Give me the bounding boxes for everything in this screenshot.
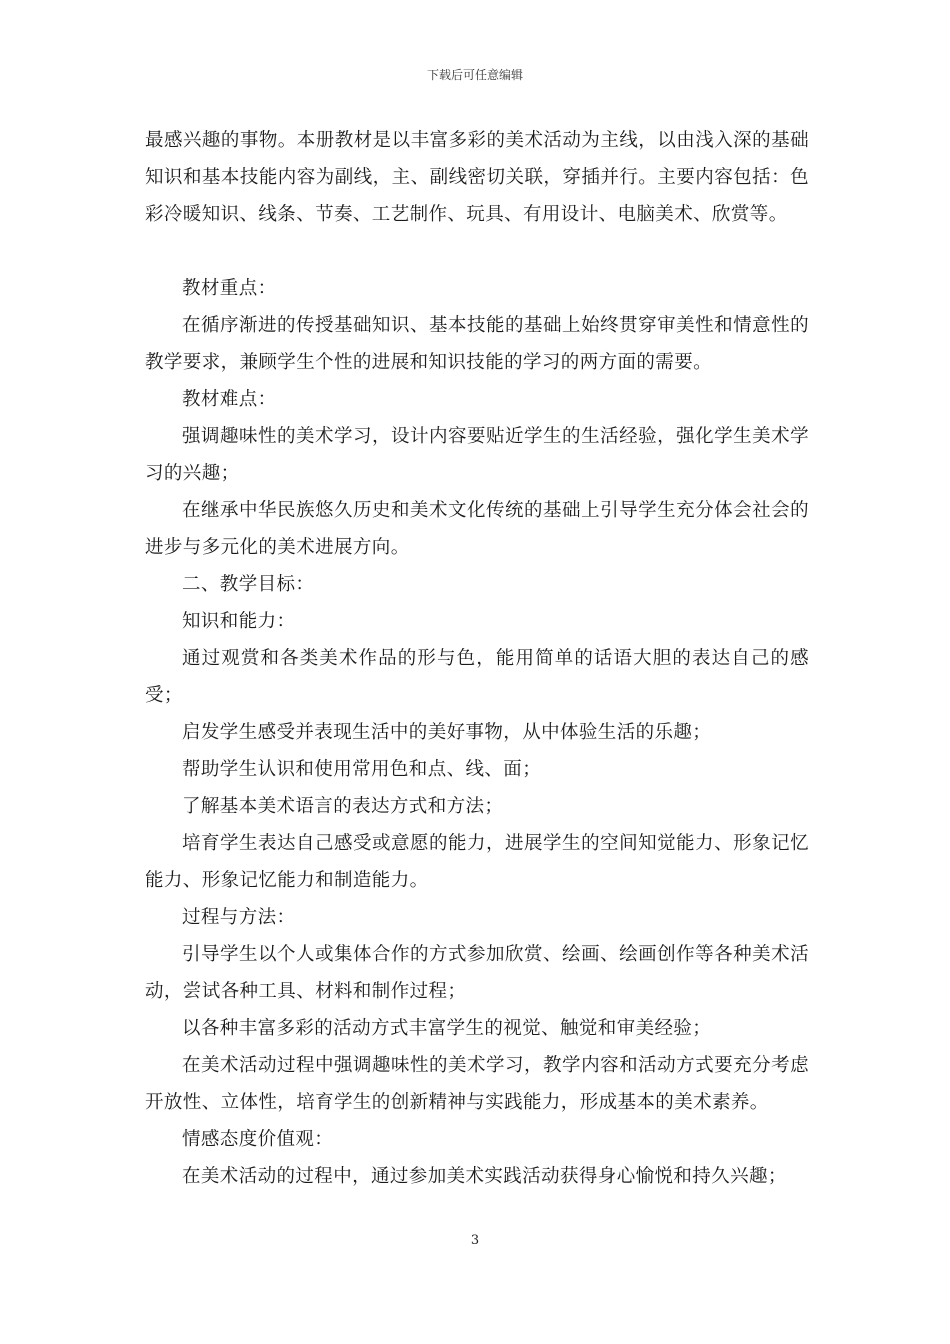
heading-key-points: 教材重点： xyxy=(182,278,277,299)
page-number: 3 xyxy=(470,1233,480,1248)
document-body xyxy=(145,122,809,1195)
paragraph-continuation: 最感兴趣的事物。本册教材是以丰富多彩的美术活动为主线，以由浅入深的基础知识和基本技能内容为副线，主、副线密切关联，穿插并行。主要内容包括：色彩冷暖知识、线条、节奏、工艺制作、玩具、有用设计、电脑美术、欣赏等。 xyxy=(145,130,809,225)
heading-difficulties: 教材难点： xyxy=(182,389,277,410)
heading-teaching-goals: 二、教学目标： xyxy=(182,574,315,595)
paragraph-difficulty-1: 强调趣味性的美术学习，设计内容要贴近学生的生活经验，强化学生美术学习的兴趣； xyxy=(145,426,809,484)
paragraph-process-1: 引导学生以个人或集体合作的方式参加欣赏、绘画、绘画创作等各种美术活动，尝试各种工具、材料和制作过程； xyxy=(145,944,809,1002)
heading-knowledge-ability: 知识和能力： xyxy=(182,611,296,632)
paragraph-emotional-1: 在美术活动的过程中，通过参加美术实践活动获得身心愉悦和持久兴趣； xyxy=(182,1166,787,1187)
paragraph-gap xyxy=(145,233,809,270)
paragraph-knowledge-4: 了解基本美术语言的表达方式和方法； xyxy=(182,796,504,817)
paragraph-knowledge-5: 培育学生表达自己感受或意愿的能力，进展学生的空间知觉能力、形象记忆能力、形象记忆能力和制造能力。 xyxy=(145,833,809,891)
paragraph-knowledge-3: 帮助学生认识和使用常用色和点、线、面； xyxy=(182,759,542,780)
paragraph-knowledge-2: 启发学生感受并表现生活中的美好事物，从中体验生活的乐趣； xyxy=(182,722,712,743)
heading-emotional-values: 情感态度价值观： xyxy=(182,1129,334,1150)
heading-process-method: 过程与方法： xyxy=(182,907,296,928)
paragraph-process-2: 以各种丰富多彩的活动方式丰富学生的视觉、触觉和审美经验； xyxy=(182,1018,712,1039)
paragraph-process-3: 在美术活动过程中强调趣味性的美术学习，教学内容和活动方式要充分考虑开放性、立体性，培育学生的创新精神与实践能力，形成基本的美术素养。 xyxy=(145,1055,809,1113)
page-header: 下载后可任意编辑 xyxy=(426,68,523,82)
paragraph-knowledge-1: 通过观赏和各类美术作品的形与色，能用简单的话语大胆的表达自己的感受； xyxy=(145,648,809,706)
paragraph-key-points: 在循序渐进的传授基础知识、基本技能的基础上始终贯穿审美性和情意性的教学要求，兼顾学生个性的进展和知识技能的学习的两方面的需要。 xyxy=(145,315,809,373)
paragraph-difficulty-2: 在继承中华民族悠久历史和美术文化传统的基础上引导学生充分体会社会的进步与多元化的美术进展方向。 xyxy=(145,500,809,558)
